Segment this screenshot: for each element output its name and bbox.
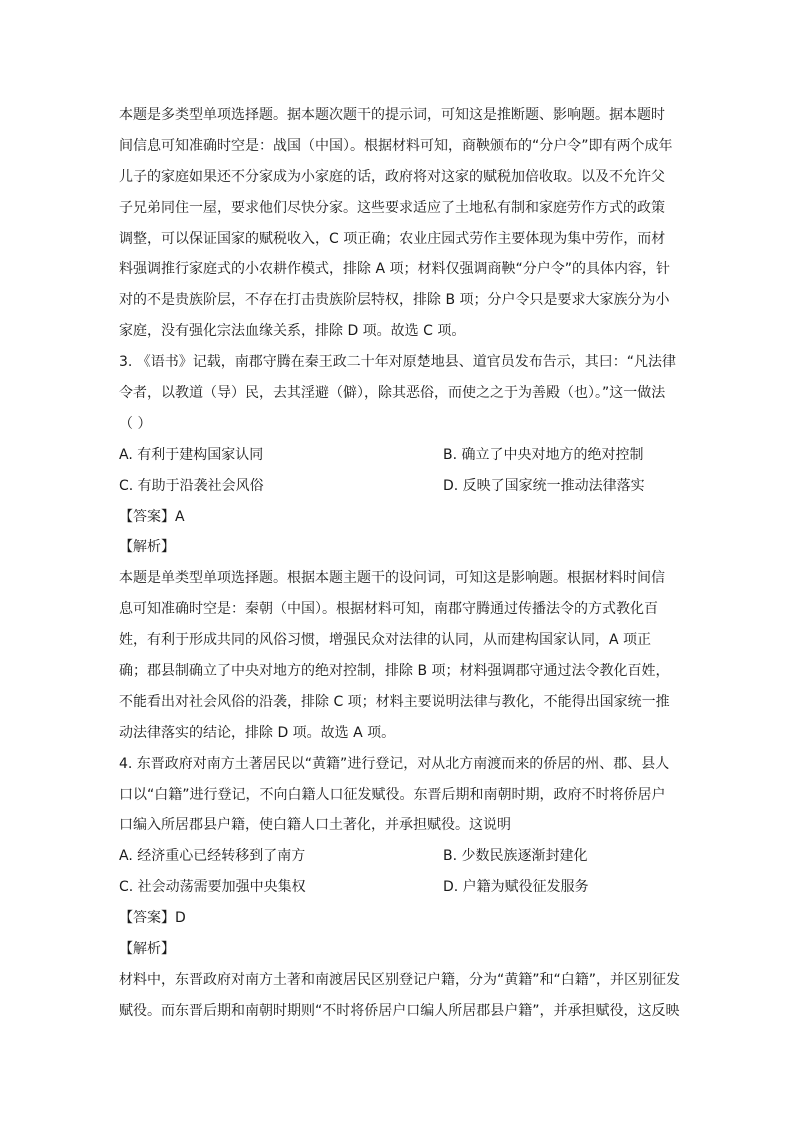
question-4 bbox=[119, 749, 679, 1027]
option-c: C. 有助于沿袭社会风俗 bbox=[119, 477, 264, 494]
text-line: 令者，以教道（导）民，去其淫避（僻），除其恶俗，而使之之于为善殿（也）。”这一做法 bbox=[119, 385, 666, 402]
options-row bbox=[119, 440, 679, 471]
text-line: 姓，有利于形成共同的风俗习惯，增强民众对法律的认同，从而建构国家认同，A 项正 bbox=[119, 632, 652, 649]
text-line: 息可知准确时空是：秦朝（中国）。根据材料可知，南郡守腾通过传播法令的方式教化百 bbox=[119, 601, 658, 618]
question-3 bbox=[119, 347, 679, 749]
text-line: 调整，可以保证国家的赋税收入，C 项正确；农业庄园式劳作主要体现为集中劳作，而材 bbox=[119, 230, 666, 247]
question-4-stem bbox=[119, 749, 679, 842]
text-line: （ ） bbox=[119, 415, 152, 432]
text-line: 口编入所居郡县户籍，使白籍人口土著化，并承担赋役。这说明 bbox=[119, 817, 511, 834]
text-line: 家庭，没有强化宗法血缘关系，排除 D 项。故选 C 项。 bbox=[119, 323, 466, 340]
text-line: 本题是单类型单项选择题。根据本题主题干的设问词，可知这是影响题。根据材料时间信 bbox=[119, 570, 665, 587]
page-content bbox=[119, 100, 679, 1027]
answer-label: 【答案】A bbox=[119, 508, 185, 525]
option-a: A. 有利于建构国家认同 bbox=[119, 446, 264, 463]
option-c: C. 社会动荡需要加强中央集权 bbox=[119, 879, 306, 896]
text-line: 子兄弟同住一屋，要求他们尽快分家。这些要求适应了土地私有制和家庭劳作方式的政策 bbox=[119, 199, 665, 216]
text-line: 间信息可知准确时空是：战国（中国）。根据材料可知，商鞅颁布的“分户令”即有两个成年 bbox=[119, 137, 673, 154]
question-3-stem bbox=[119, 347, 679, 440]
question-4-analysis bbox=[119, 965, 679, 1027]
options-row bbox=[119, 841, 679, 872]
question-3-analysis bbox=[119, 563, 679, 748]
text-line: 口以“白籍”进行登记，不向白籍人口征发赋役。东晋后期和南朝时期，政府不时将侨居户 bbox=[119, 786, 666, 803]
text-line: 4. 东晋政府对南方土著居民以“黄籍”进行登记，对从北方南渡而来的侨居的州、郡、县人 bbox=[119, 755, 670, 772]
answer-label: 【答案】D bbox=[119, 910, 186, 927]
text-line: 本题是多类型单项选择题。据本题次题干的提示词，可知这是推断题、影响题。据本题时 bbox=[119, 107, 665, 123]
text-line: 动法律落实的结论，排除 D 项。故选 A 项。 bbox=[119, 724, 396, 741]
option-d: D. 户籍为赋役征发服务 bbox=[443, 879, 589, 896]
option-b: B. 少数民族逐渐封建化 bbox=[443, 848, 588, 865]
analysis-label: 【解析】 bbox=[119, 941, 175, 958]
option-b: B. 确立了中央对地方的绝对控制 bbox=[443, 446, 644, 463]
text-line: 3. 《语书》记载，南郡守腾在秦王政二十年对原楚地县、道官员发布告示，其曰：“凡法律 bbox=[119, 354, 677, 371]
options-row bbox=[119, 872, 679, 903]
q2-analysis-text bbox=[119, 100, 679, 347]
option-d: D. 反映了国家统一推动法律落实 bbox=[443, 477, 645, 494]
analysis-label: 【解析】 bbox=[119, 539, 175, 556]
text-line: 儿子的家庭如果还不分家成为小家庭的话，政府将对这家的赋税加倍收取。以及不允许父 bbox=[119, 168, 665, 185]
text-line: 不能看出对社会风俗的沿袭，排除 C 项；材料主要说明法律与教化，不能得出国家统一推 bbox=[119, 693, 670, 710]
option-a: A. 经济重心已经转移到了南方 bbox=[119, 848, 306, 865]
text-line: 确；郡县制确立了中央对地方的绝对控制，排除 B 项；材料强调郡守通过法令教化百姓， bbox=[119, 663, 670, 680]
text-line: 对的不是贵族阶层，不存在打击贵族阶层特权，排除 B 项；分户令只是要求大家族分为小 bbox=[119, 292, 670, 309]
text-line: 赋役。而东晋后期和南朝时期则“不时将侨居户口编人所居郡县户籍”，并承担赋役，这反映 bbox=[119, 1002, 680, 1019]
text-line: 材料中，东晋政府对南方土著和南渡居民区别登记户籍，分为“黄籍”和“白籍”，并区别征发 bbox=[119, 971, 681, 988]
text-line: 料强调推行家庭式的小农耕作模式，排除 A 项；材料仅强调商鞅“分户令”的具体内容，针 bbox=[119, 261, 670, 278]
options-row bbox=[119, 471, 679, 502]
